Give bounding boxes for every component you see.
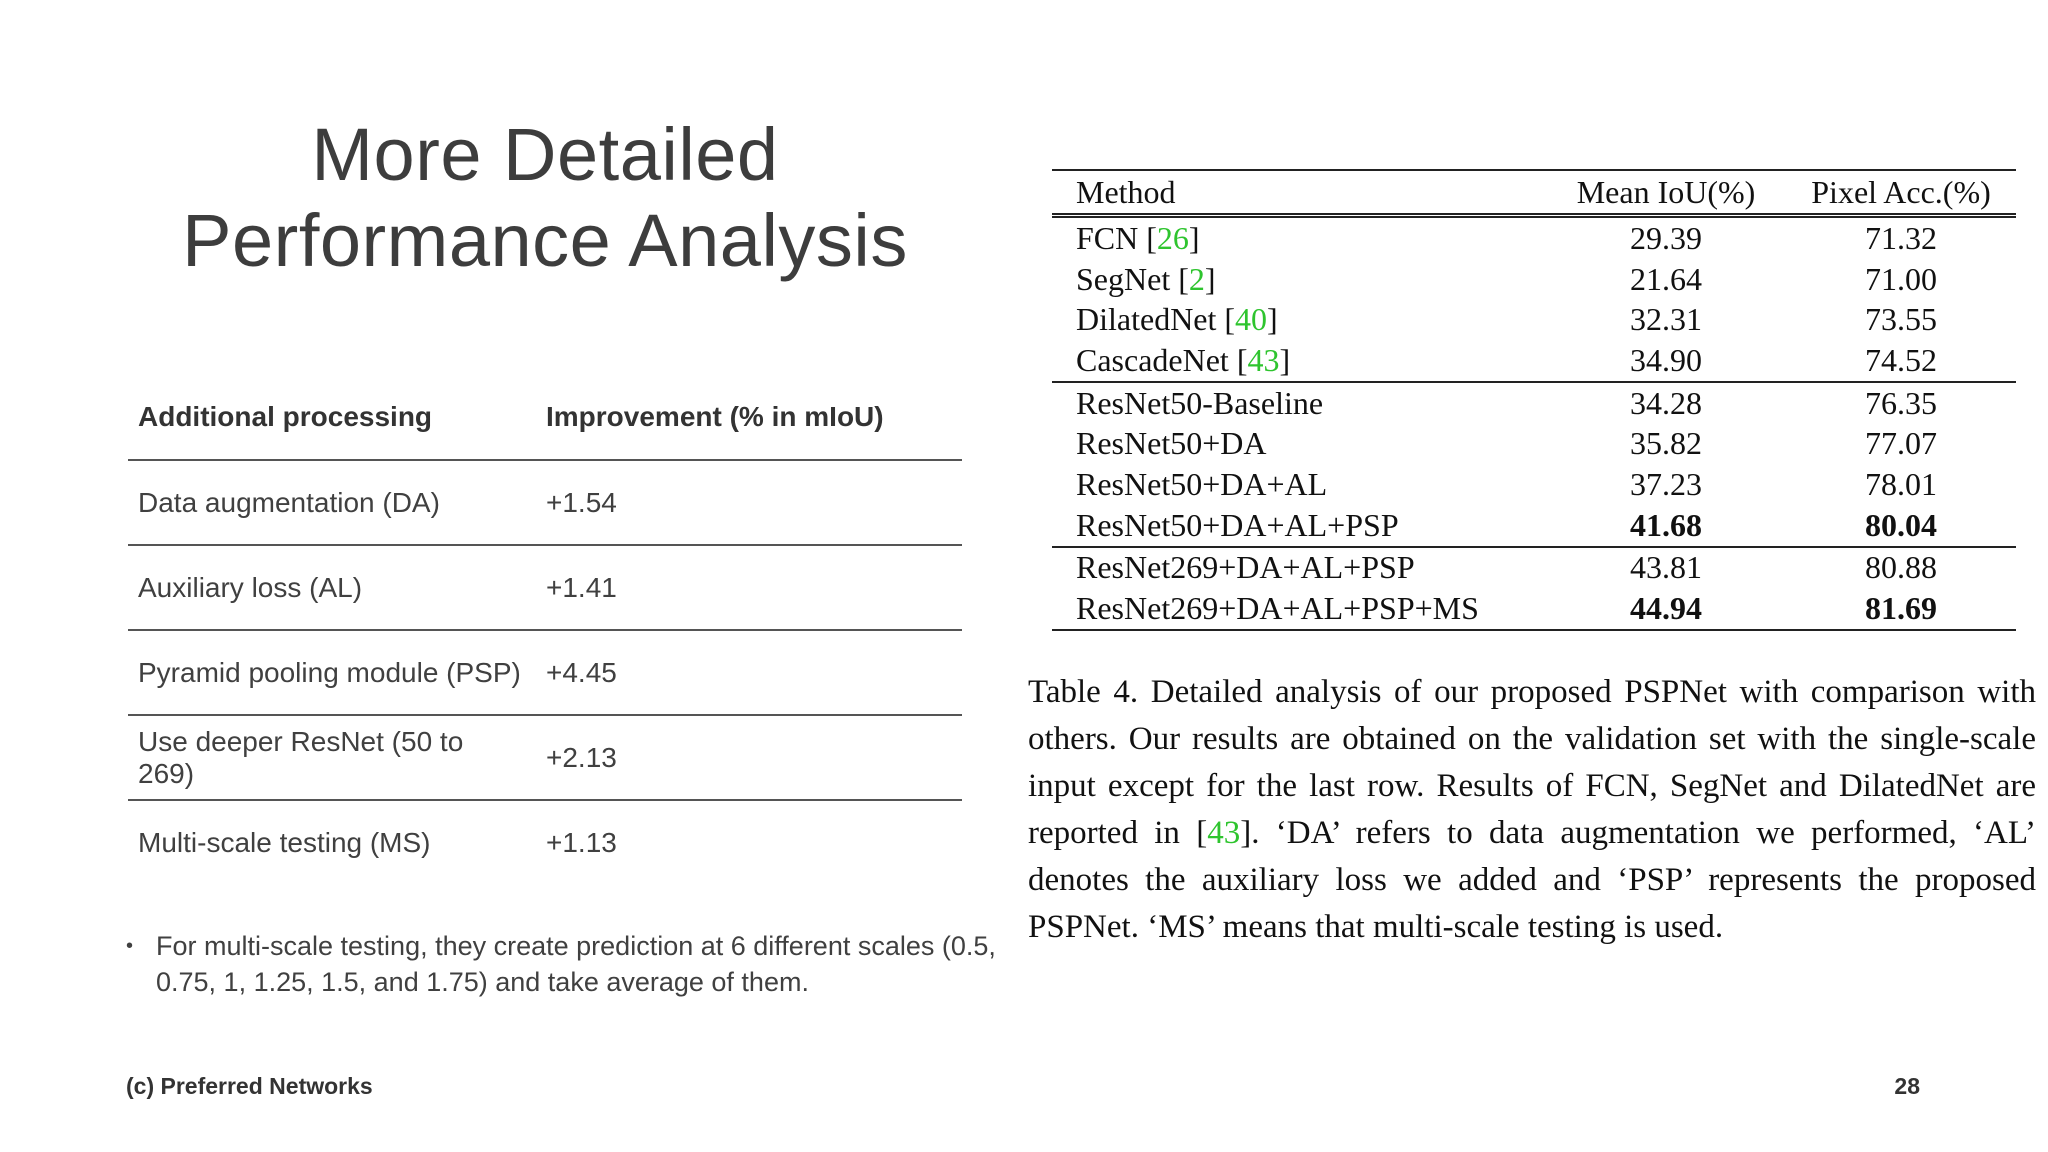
header-additional-processing: Additional processing bbox=[128, 375, 536, 460]
header-mean-iou: Mean IoU(%) bbox=[1546, 170, 1786, 216]
slide-title bbox=[120, 112, 970, 284]
method-cell: ResNet50+DA bbox=[1076, 425, 1267, 462]
improvement-table bbox=[128, 375, 962, 884]
miou-cell: 34.90 bbox=[1630, 341, 1702, 378]
method-cell: ResNet50-Baseline bbox=[1052, 382, 1546, 424]
miou-cell: 29.39 bbox=[1630, 219, 1702, 256]
table-row bbox=[128, 460, 962, 545]
method-cell: CascadeNet [43] bbox=[1076, 341, 1291, 378]
acc-cell: 73.55 bbox=[1865, 301, 1937, 338]
improvement-cell: +1.13 bbox=[546, 826, 617, 858]
table-row bbox=[128, 545, 962, 630]
miou-cell: 32.31 bbox=[1630, 301, 1702, 338]
improvement-cell: +4.45 bbox=[536, 630, 962, 715]
method-name: SegNet bbox=[1076, 260, 1179, 297]
processing-cell: Data augmentation (DA) bbox=[128, 460, 536, 545]
table-row bbox=[1052, 547, 2016, 589]
citation-link[interactable]: 43 bbox=[1207, 815, 1241, 851]
table-row bbox=[1052, 340, 2016, 382]
processing-cell: Multi-scale testing (MS) bbox=[138, 826, 431, 858]
method-name: FCN bbox=[1076, 219, 1147, 256]
method-cell: ResNet269+DA+AL+PSP bbox=[1052, 547, 1546, 589]
improvement-table-header bbox=[128, 375, 962, 460]
acc-cell: 71.00 bbox=[1865, 260, 1937, 297]
table-row bbox=[128, 800, 962, 884]
miou-cell: 35.82 bbox=[1630, 425, 1702, 462]
table-row bbox=[1052, 423, 2016, 464]
paper-table-header bbox=[1052, 170, 2016, 216]
method-cell: ResNet50+DA+AL+PSP bbox=[1076, 506, 1399, 543]
method-cell: ResNet269+DA+AL+PSP+MS bbox=[1052, 588, 1546, 630]
acc-cell: 81.69 bbox=[1786, 588, 2016, 630]
acc-cell: 80.88 bbox=[1786, 547, 2016, 589]
acc-cell: 71.32 bbox=[1865, 219, 1937, 256]
acc-cell: 76.35 bbox=[1786, 382, 2016, 424]
method-cell: ResNet50+DA+AL bbox=[1076, 465, 1328, 502]
header-improvement: Improvement (% in mIoU) bbox=[536, 375, 962, 460]
improvement-cell: +1.54 bbox=[536, 460, 962, 545]
method-cell: SegNet [2] bbox=[1076, 260, 1216, 297]
miou-cell: 37.23 bbox=[1630, 465, 1702, 502]
paper-results-table bbox=[1052, 169, 2016, 631]
table-row bbox=[1052, 216, 2016, 259]
caption-part-2: ]. ‘DA’ refers to data augmentation we performed, ‘AL’ denotes the auxiliary loss we added and ‘PSP’ represents the proposed PSPNet. ‘MS’ means that multi-scale testing is used. bbox=[1028, 815, 2036, 945]
multi-scale-note bbox=[126, 928, 996, 1000]
table-row bbox=[128, 630, 962, 715]
miou-cell: 43.81 bbox=[1546, 547, 1786, 589]
acc-cell: 74.52 bbox=[1865, 341, 1937, 378]
miou-cell: 41.68 bbox=[1630, 506, 1702, 543]
table-row bbox=[1052, 382, 2016, 424]
acc-cell: 77.07 bbox=[1865, 425, 1937, 462]
table-row bbox=[1052, 588, 2016, 630]
miou-cell: 21.64 bbox=[1630, 260, 1702, 297]
acc-cell: 78.01 bbox=[1865, 465, 1937, 502]
table-row bbox=[1052, 299, 2016, 340]
slide-title-line-1: More Detailed bbox=[311, 113, 779, 196]
miou-cell: 34.28 bbox=[1546, 382, 1786, 424]
miou-cell: 44.94 bbox=[1546, 588, 1786, 630]
note-text: For multi-scale testing, they create prediction at 6 different scales (0.5, 0.75, 1, 1.25, 1.5, and 1.75) and take average of them. bbox=[156, 931, 996, 997]
improvement-cell: +1.41 bbox=[536, 545, 962, 630]
processing-cell: Pyramid pooling module (PSP) bbox=[128, 630, 536, 715]
table-caption bbox=[1028, 669, 2036, 951]
method-name: CascadeNet bbox=[1076, 341, 1237, 378]
method-cell: FCN [26] bbox=[1076, 219, 1200, 256]
table-row bbox=[128, 715, 962, 800]
improvement-cell: +2.13 bbox=[536, 715, 962, 800]
citation-link[interactable]: 43 bbox=[1247, 341, 1280, 378]
processing-cell: Use deeper ResNet (50 to 269) bbox=[128, 715, 536, 800]
citation-link[interactable]: 2 bbox=[1188, 260, 1205, 297]
page-number: 28 bbox=[1894, 1073, 1920, 1099]
footer-copyright: (c) Preferred Networks bbox=[126, 1073, 373, 1099]
citation-link[interactable]: 26 bbox=[1156, 219, 1189, 256]
header-method: Method bbox=[1052, 170, 1546, 216]
bullet-icon: • bbox=[126, 935, 134, 957]
citation-link[interactable]: 40 bbox=[1235, 301, 1268, 338]
table-row bbox=[1052, 464, 2016, 505]
processing-cell: Auxiliary loss (AL) bbox=[128, 545, 536, 630]
slide-title-line-2: Performance Analysis bbox=[182, 199, 908, 282]
table-row bbox=[1052, 259, 2016, 300]
table-row bbox=[1052, 505, 2016, 547]
acc-cell: 80.04 bbox=[1865, 506, 1937, 543]
method-name: DilatedNet bbox=[1076, 301, 1225, 338]
method-cell: DilatedNet [40] bbox=[1076, 301, 1278, 338]
header-pixel-acc: Pixel Acc.(%) bbox=[1786, 170, 2016, 216]
caption-part-1: Table 4. Detailed analysis of our proposed PSPNet with comparison with others. Our results are obtained on the validation set with the single-scale input except for the last row. Results of FCN, SegNet and DilatedNet are reported in [ bbox=[1028, 674, 2036, 851]
